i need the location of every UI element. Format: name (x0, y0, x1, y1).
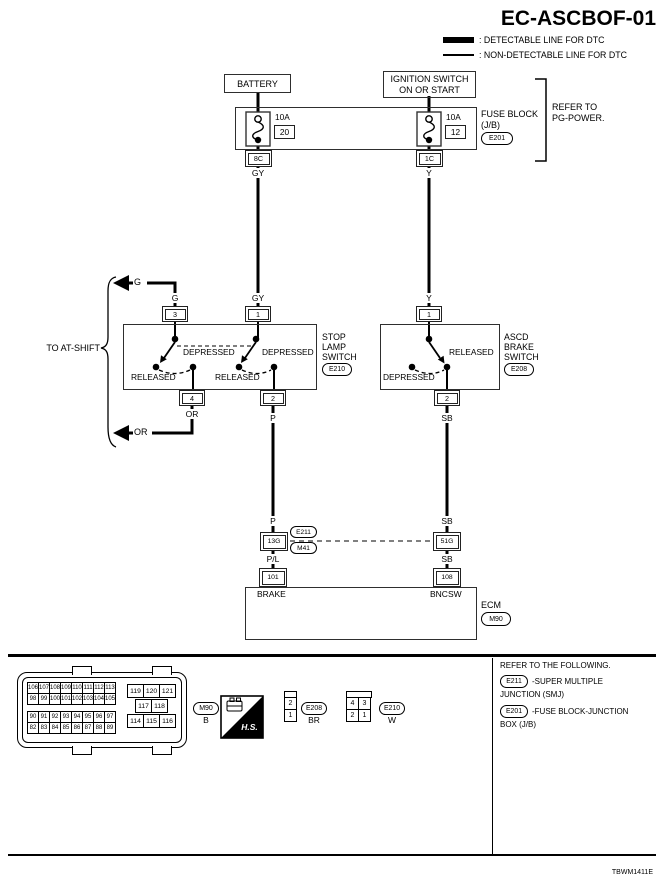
pin-cell: 114 (127, 714, 144, 728)
footer-e201-text2: BOX (J/B) (500, 720, 537, 729)
ignition-switch-box (383, 71, 476, 98)
pin-cell: 94 (71, 711, 83, 723)
stop-depressed-right: DEPRESSED (262, 347, 314, 357)
separator-rule-top (8, 654, 656, 657)
arrow-left-or-icon (113, 425, 129, 441)
e210-code-oval (379, 702, 405, 715)
pin-cell: 115 (143, 714, 160, 728)
pin-cell: 104 (93, 693, 105, 705)
pin-cell: 1 (284, 709, 297, 722)
arrow-or-label: OR (134, 427, 148, 437)
battery-box (224, 74, 291, 93)
footer-vertical-divider (492, 658, 493, 855)
terminal-3-label: 3 (165, 309, 186, 320)
ascd-switch-name-3: SWITCH (504, 352, 539, 362)
ecm-signal-bncsw: BNCSW (430, 589, 462, 599)
pin-cell: 90 (27, 711, 39, 723)
ecm-terminal-101 (259, 568, 287, 587)
ascd-terminal-1 (416, 306, 442, 322)
ascd-terminal-1-label: 1 (419, 309, 440, 320)
fuse-block-rect (235, 107, 477, 150)
smj-terminal-51g (433, 532, 461, 551)
wire-label-p-upper: P (270, 413, 276, 423)
smj-51g-label: 51G (436, 535, 459, 549)
fuse-left-number-box (274, 125, 295, 139)
ecm-connector-tab-top-left (72, 666, 92, 675)
pin-cell: 120 (143, 684, 160, 698)
page-title: EC-ASCBOF-01 (500, 7, 656, 30)
wire-label-gy-top: GY (251, 168, 265, 178)
battery-label: BATTERY (237, 78, 278, 89)
fuse-block-name-line2: (J/B) (481, 120, 500, 130)
pin-cell: 110 (71, 682, 83, 694)
legend-detectable-label: : DETECTABLE LINE FOR DTC (479, 35, 605, 45)
pin-cell: 95 (82, 711, 94, 723)
ecm-terminal-108 (433, 568, 461, 587)
pin-cell: 83 (38, 722, 50, 734)
ascd-depressed: DEPRESSED (383, 372, 435, 382)
footer-e201-code: E201 (505, 708, 523, 715)
ecm-connector-tab-top-right (152, 666, 172, 675)
wire-label-sb-lower: SB (441, 516, 453, 526)
pin-cell: 112 (93, 682, 105, 694)
ecm-pins-right-row2 (135, 699, 168, 713)
stop-lamp-terminal-3 (162, 306, 188, 322)
pin-cell: 109 (60, 682, 72, 694)
legend-thick-line-swatch (443, 37, 474, 43)
pg-power-bracket (535, 79, 546, 161)
ascd-switch-code-oval (504, 363, 534, 376)
e208-color: BR (308, 715, 320, 725)
smj-code-e211-oval (290, 526, 317, 538)
ecm-terminal-101-label: 101 (262, 571, 285, 585)
ecm-code: M90 (489, 615, 503, 623)
ascd-switch-name-2: BRAKE (504, 342, 534, 352)
pin-cell: 3 (358, 697, 371, 710)
pin-cell: 1 (358, 709, 371, 722)
e208-connector-cells (284, 697, 297, 722)
ecm-code-oval (481, 612, 511, 626)
terminal-2-label: 2 (263, 393, 284, 404)
pin-cell: 103 (82, 693, 94, 705)
pin-cell: 121 (159, 684, 176, 698)
pin-cell: 4 (346, 697, 359, 710)
terminal-1c-label: 1C (419, 153, 441, 165)
fuse-right-number-box (445, 125, 466, 139)
ignition-label-line1: IGNITION SWITCH (390, 73, 469, 84)
footer-e211-text2: JUNCTION (SMJ) (500, 690, 564, 699)
arrow-g-label: G (134, 277, 142, 287)
footer-e201-oval (500, 705, 528, 718)
stop-switch-code-oval (322, 363, 352, 376)
stop-depressed-left: DEPRESSED (183, 347, 235, 357)
ecm-connector-tab-bottom-right (152, 746, 172, 755)
refer-pg-power-line1: REFER TO (552, 102, 598, 112)
wire-label-sb-upper: SB (441, 413, 453, 423)
footer-e211-text: -SUPER MULTIPLE (532, 677, 603, 686)
footer-e211-code: E211 (506, 678, 522, 685)
ecm-name: ECM (481, 600, 501, 610)
legend-non-detectable-label: : NON-DETECTABLE LINE FOR DTC (479, 50, 627, 60)
ascd-terminal-2 (434, 390, 460, 406)
ascd-switch-code: E208 (510, 366, 528, 373)
ecm-pins-right-row3 (127, 714, 176, 728)
fuse-left-rating: 10A (275, 112, 290, 122)
terminal-1-label: 1 (248, 309, 269, 320)
wire-label-pl: P/L (266, 554, 280, 564)
pin-cell: 93 (60, 711, 72, 723)
footer-refer-line: REFER TO THE FOLLOWING. (500, 661, 611, 670)
pin-cell: 98 (27, 693, 39, 705)
pin-cell: 86 (71, 722, 83, 734)
smj-code-m41: M41 (297, 544, 310, 552)
pin-cell: 2 (284, 697, 297, 710)
pin-cell: 88 (93, 722, 105, 734)
footer-e201-text: -FUSE BLOCK-JUNCTION (532, 707, 629, 716)
pin-cell: 92 (49, 711, 61, 723)
refer-pg-power-line2: PG-POWER. (552, 113, 605, 123)
ascd-switch-name-1: ASCD (504, 332, 529, 342)
stop-released-right: RELEASED (215, 372, 260, 382)
pin-cell: 118 (151, 699, 168, 713)
stop-lamp-terminal-2 (260, 390, 286, 406)
fuse-right-rating: 10A (446, 112, 461, 122)
wire-label-or: OR (185, 409, 199, 419)
stop-lamp-terminal-4 (179, 390, 205, 406)
wire-label-y-mid: Y (426, 293, 432, 303)
stop-switch-name-2: LAMP (322, 342, 346, 352)
ecm-terminal-108-label: 108 (436, 571, 459, 585)
ignition-label-line2: ON OR START (399, 84, 460, 95)
pin-cell: 99 (38, 693, 50, 705)
wire-label-y-top: Y (426, 168, 432, 178)
pin-cell: 119 (127, 684, 144, 698)
pin-cell: 100 (49, 693, 61, 705)
stop-switch-code: E210 (328, 366, 346, 373)
e210-code: E210 (383, 705, 401, 712)
pin-cell: 89 (104, 722, 116, 734)
stop-released-left: RELEASED (131, 372, 176, 382)
at-shift-brace (101, 277, 116, 447)
stop-switch-name-1: STOP (322, 332, 346, 342)
pin-cell: 85 (60, 722, 72, 734)
wire-label-sb-bottom: SB (441, 554, 453, 564)
ecm-signal-brake: BRAKE (257, 589, 286, 599)
pin-cell: 105 (104, 693, 116, 705)
fuse-block-code: E201 (488, 135, 506, 142)
smj-code-e211: E211 (296, 528, 311, 536)
pin-cell: 2 (346, 709, 359, 722)
pin-cell: 106 (27, 682, 39, 694)
to-at-shift-label: TO AT-SHIFT (46, 343, 100, 353)
terminal-1c (416, 150, 443, 167)
fuse-right-number: 12 (450, 127, 461, 137)
pin-cell: 82 (27, 722, 39, 734)
smj-13g-label: 13G (263, 535, 286, 549)
wire-label-p-lower: P (270, 516, 276, 526)
ecm-pins-left-row4 (27, 722, 116, 734)
e208-code-oval (301, 702, 327, 715)
hs-label: H.S. (241, 722, 258, 732)
wire-label-g: G (171, 293, 179, 303)
fuse-block-code-oval (481, 132, 513, 145)
terminal-8c-label: 8C (248, 153, 270, 165)
ascd-terminal-2-label: 2 (437, 393, 458, 404)
wire-label-gy-mid: GY (251, 293, 265, 303)
fuse-left-number: 20 (279, 127, 290, 137)
legend-thin-line-swatch (443, 54, 474, 56)
pin-cell: 102 (71, 693, 83, 705)
terminal-8c (245, 150, 272, 167)
ecm-connector-tab-bottom-left (72, 746, 92, 755)
e210-connector-cells-bottom (346, 709, 371, 722)
stop-lamp-terminal-1 (245, 306, 271, 322)
ascd-released: RELEASED (449, 347, 494, 357)
pin-cell: 96 (93, 711, 105, 723)
doc-code: TBWM1411E (611, 869, 653, 876)
pin-cell: 91 (38, 711, 50, 723)
pin-cell: 111 (82, 682, 94, 694)
ecm-pins-left-row2 (27, 693, 116, 705)
smj-code-m41-oval (290, 542, 317, 554)
pin-cell: 84 (49, 722, 61, 734)
terminal-4-label: 4 (182, 393, 203, 404)
fuse-block-name-line1: FUSE BLOCK (481, 109, 539, 119)
pin-cell: 113 (104, 682, 116, 694)
footer-e211-oval (500, 675, 528, 688)
ecm-pins-right-row1 (127, 684, 176, 698)
separator-rule-bottom (8, 854, 656, 856)
stop-switch-name-3: SWITCH (322, 352, 357, 362)
pin-cell: 108 (49, 682, 61, 694)
pin-cell: 101 (60, 693, 72, 705)
e208-code: E208 (305, 705, 323, 712)
pin-cell: 97 (104, 711, 116, 723)
ecm-connector-code-oval (193, 702, 219, 715)
pin-cell: 116 (159, 714, 176, 728)
pin-cell: 107 (38, 682, 50, 694)
e210-color: W (387, 715, 397, 725)
ecm-connector-code: M90 (199, 705, 213, 712)
smj-terminal-13g (260, 532, 288, 551)
pin-cell: 87 (82, 722, 94, 734)
pin-cell: 117 (135, 699, 152, 713)
ecm-connector-color: B (203, 715, 209, 725)
